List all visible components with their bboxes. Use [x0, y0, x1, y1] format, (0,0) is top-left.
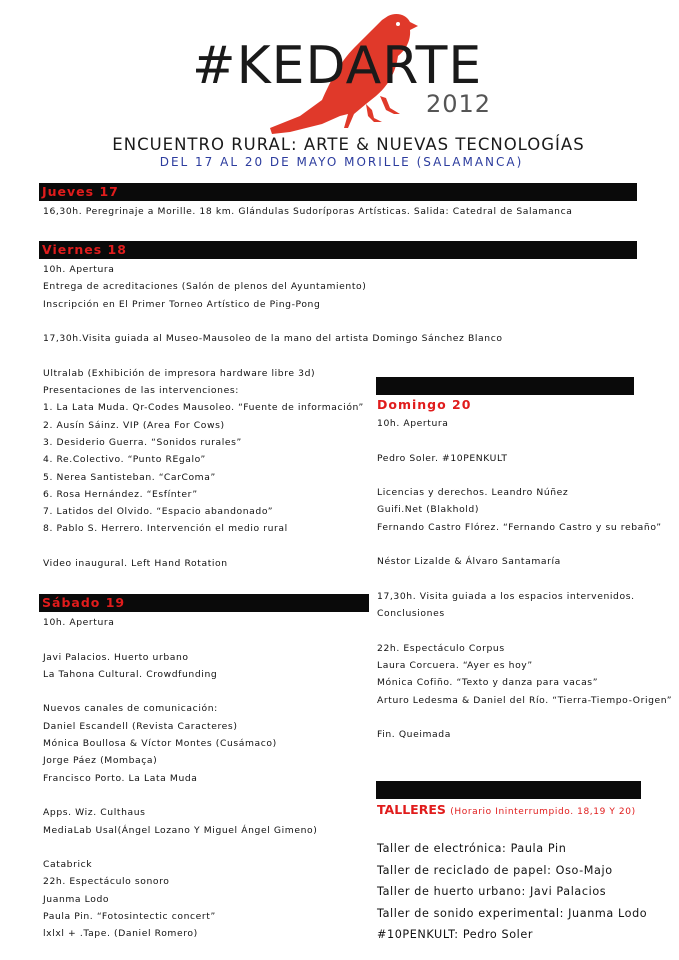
list-item: Taller de sonido experimental: Juanma Lodo	[377, 906, 648, 920]
jueves-list	[43, 203, 572, 220]
list-item: 22h. Espectáculo sonoro	[43, 876, 170, 888]
talleres-heading: TALLERES	[377, 802, 446, 817]
list-spacer	[43, 347, 503, 364]
list-item: Taller de reciclado de papel: Oso-Majo	[377, 863, 613, 877]
event-dates: DEL 17 AL 20 DE MAYO MORILLE (SALAMANCA)	[159, 155, 524, 169]
list-item: 10h. Apertura	[43, 617, 115, 628]
domingo-list	[377, 415, 672, 744]
list-item: Mónica Cofiño. “Texto y danza para vacas”	[377, 677, 599, 689]
list-item: Fin. Queimada	[377, 729, 451, 741]
list-item: Jorge Páez (Mombaça)	[43, 755, 158, 767]
list-item: Francisco Porto. La Lata Muda	[43, 772, 198, 784]
list-item: 17,30h.Visita guiada al Museo-Mausoleo de la mano del artista Domingo Sánchez Blanco	[43, 333, 503, 345]
list-spacer	[377, 571, 672, 588]
list-item: Video inaugural. Left Hand Rotation	[43, 558, 228, 570]
talleres-bar	[376, 781, 641, 799]
list-spacer	[377, 467, 672, 484]
list-item: Paula Pin. “Fotosintectic concert”	[43, 911, 216, 923]
list-item: Conclusiones	[377, 608, 445, 620]
talleres-list	[377, 838, 647, 946]
event-subtitle: ENCUENTRO RURAL: ARTE & NUEVAS TECNOLOGÍAS	[112, 135, 585, 154]
list-item: Presentaciones de las intervenciones:	[43, 385, 239, 397]
list-item: Entrega de acreditaciones (Salón de plenos del Ayuntamiento)	[43, 281, 367, 293]
list-item: lxlxl + .Tape. (Daniel Romero)	[43, 928, 198, 940]
list-spacer	[43, 787, 317, 804]
list-item: 16,30h. Peregrinaje a Morille. 18 km. Glándulas Sudoríporas Artísticas. Salida: Catedral de Salamanca	[43, 206, 573, 217]
list-item: 22h. Espectáculo Corpus	[377, 642, 505, 654]
list-item: Nuevos canales de comunicación:	[43, 703, 218, 715]
sabado-title: Sábado 19	[42, 595, 126, 610]
list-item: 10h. Apertura	[377, 418, 449, 429]
list-item: 17,30h. Visita guiada a los espacios intervenidos.	[377, 590, 635, 602]
list-item: Javi Palacios. Huerto urbano	[43, 651, 189, 663]
list-item: Néstor Lizalde & Álvaro Santamaría	[377, 556, 561, 568]
list-item: Taller de electrónica: Paula Pin	[377, 842, 567, 855]
list-spacer	[43, 631, 317, 648]
list-item: 7. Latidos del Olvido. “Espacio abandonado”	[43, 506, 274, 518]
list-item: #10PENKULT: Pedro Soler	[377, 928, 534, 941]
list-item: 1. La Lata Muda. Qr-Codes Mausoleo. “Fuente de información”	[43, 402, 364, 414]
list-item: 10h. Apertura	[43, 264, 115, 275]
talleres-title	[377, 802, 636, 817]
list-item: Catabrick	[43, 859, 93, 871]
list-item: Juanma Lodo	[43, 893, 110, 905]
list-spacer	[377, 709, 672, 726]
list-item: Inscripción en El Primer Torneo Artístico de Ping-Pong	[43, 298, 321, 310]
jueves-title: Jueves 17	[42, 184, 119, 199]
list-item: Ultralab (Exhibición de impresora hardware libre 3d)	[43, 367, 316, 379]
viernes-bar	[39, 241, 637, 259]
jueves-bar	[39, 183, 637, 201]
list-item: 2. Ausín Sáinz. VIP (Area For Cows)	[43, 419, 225, 431]
list-item: Guifi.Net (Blakhold)	[377, 504, 480, 516]
list-spacer	[377, 623, 672, 640]
viernes-title: Viernes 18	[42, 242, 127, 257]
list-item: La Tahona Cultural. Crowdfunding	[43, 668, 218, 680]
list-item: Licencias y derechos. Leandro Núñez	[377, 487, 569, 499]
list-spacer	[377, 432, 672, 449]
list-spacer	[377, 536, 672, 553]
sabado-list	[43, 614, 317, 943]
list-item: 8. Pablo S. Herrero. Intervención el medio rural	[43, 523, 288, 535]
sabado-bar	[39, 594, 369, 612]
list-item: Taller de huerto urbano: Javi Palacios	[377, 885, 607, 898]
domingo-title: Domingo 20	[377, 397, 472, 412]
list-item: 5. Nerea Santisteban. “CarComa”	[43, 471, 216, 483]
list-item: Daniel Escandell (Revista Caracteres)	[43, 720, 238, 732]
logo-year: 2012	[426, 90, 492, 118]
list-item: Arturo Ledesma & Daniel del Río. “Tierra-Tiempo-Origen”	[377, 694, 673, 706]
list-spacer	[43, 839, 317, 856]
list-item: Laura Corcuera. “Ayer es hoy”	[377, 660, 533, 672]
list-item: 6. Rosa Hernández. “Esfínter”	[43, 488, 198, 500]
list-item: MediaLab Usal(Ángel Lozano Y Miguel Ángel Gimeno)	[43, 824, 318, 836]
list-item: Pedro Soler. #10PENKULT	[377, 452, 508, 464]
list-item: 4. Re.Colectivo. “Punto REgalo”	[43, 454, 206, 466]
list-spacer	[43, 313, 503, 330]
talleres-note: (Horario Ininterrumpido. 18,19 Y 20)	[450, 807, 636, 817]
list-item: Apps. Wiz. Culthaus	[43, 807, 146, 819]
logo-title: #KEDARTE	[192, 36, 483, 96]
list-item: Fernando Castro Flórez. “Fernando Castro y su rebaño”	[377, 521, 662, 533]
list-item: 3. Desiderio Guerra. “Sonidos rurales”	[43, 436, 242, 448]
list-item: Mónica Boullosa & Víctor Montes (Cusámaco)	[43, 738, 277, 750]
list-spacer	[43, 683, 317, 700]
domingo-bar	[376, 377, 634, 395]
